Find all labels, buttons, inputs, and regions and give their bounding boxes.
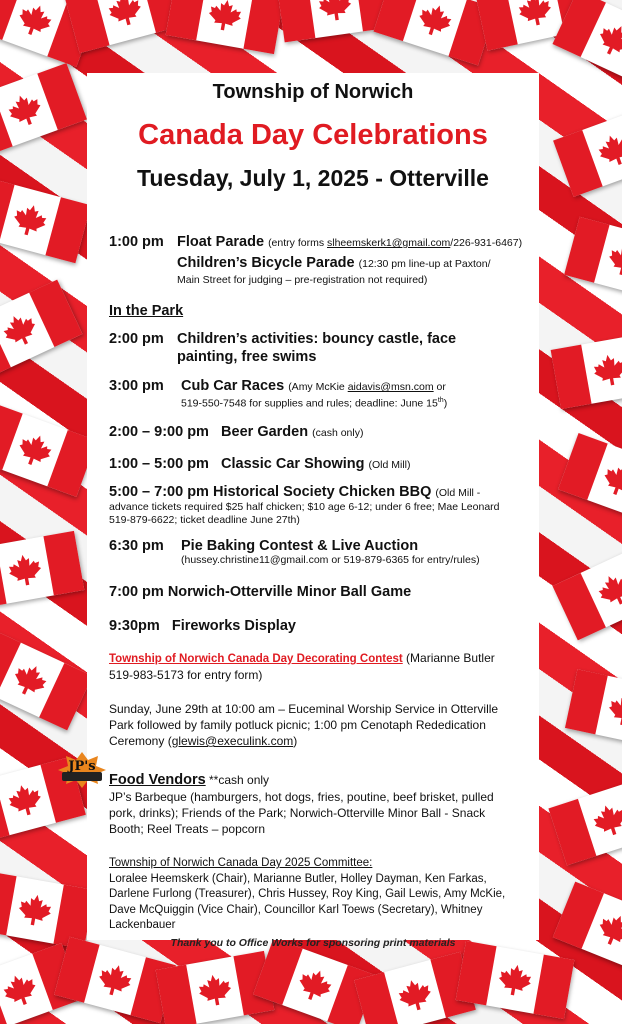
event-title: Cub Car Races (Amy McKie aidavis@msn.com or: [181, 378, 446, 394]
canada-flag-icon: [0, 531, 84, 609]
contest-contact: 519-983-5173 for entry form): [109, 668, 263, 682]
event-chicken-bbq: 5:00 – 7:00 pm Historical Society Chicken BBQ (Old Mill - advance tickets required $25 half chicken; $10 age 6-12; under 6 free; Mae Leonard 519-879-6622; ticket deadline June 27th): [109, 483, 539, 527]
jps-barbeque-logo: [58, 752, 106, 788]
committee-line: Lackenbauer: [109, 919, 176, 931]
sponsor-thanks: Thank you to Office Works for sponsoring print materials: [170, 937, 456, 949]
event-note: Main Street for judging – pre-registration not required): [177, 274, 428, 286]
cub-car-email-link[interactable]: aidavis@msn.com: [347, 381, 434, 393]
logo-text: JP's: [68, 759, 96, 774]
event-ball-game: 7:00 pm Norwich-Otterville Minor Ball Game: [109, 584, 412, 600]
celebration-title: Canada Day Celebrations: [138, 119, 488, 151]
event-title: Beer Garden: [221, 424, 309, 440]
poster-panel: [87, 73, 539, 949]
parade-email-link[interactable]: slheemskerk1@gmail.com: [327, 237, 451, 249]
committee: [109, 856, 539, 934]
event-note: (hussey.christine11@gmail.com or 519-879-6365 for entry/rules): [181, 554, 480, 566]
worship-service: [109, 701, 539, 749]
vendors-line: pork, drinks); Friends of the Park; Norwich-Otterville Minor Ball - Snack: [109, 806, 486, 820]
event-fireworks: 9:30pm Fireworks Display: [109, 618, 296, 634]
township-title: Township of Norwich: [212, 81, 414, 103]
committee-line: Loralee Heemskerk (Chair), Marianne Butler, Holley Dayman, Ken Farkas,: [109, 872, 487, 885]
event-title: Children’s Bicycle Parade (12:30 pm line-up at Paxton/: [177, 255, 491, 271]
canada-flag-icon: [0, 177, 91, 263]
worship-email-link[interactable]: glewis@execulink.com: [171, 734, 294, 748]
canada-flag-icon: [0, 630, 93, 731]
canada-flag-icon: [0, 280, 83, 381]
worship-line: Ceremony (glewis@execulink.com): [109, 734, 298, 748]
event-note-cont: 519-879-6622; ticket deadline June 27th): [109, 514, 300, 526]
vendors-line: JP’s Barbeque (hamburgers, hot dogs, fries, poutine, beef brisket, pulled: [109, 790, 494, 804]
decorating-contest: Township of Norwich Canada Day Decorating Contest (Marianne Butler 519-983-5173 for entry form): [109, 650, 539, 683]
canada-flag-icon: [166, 0, 285, 54]
event-time: 2:00 pm: [109, 331, 164, 347]
canada-flag-icon: [552, 540, 622, 641]
event-pie-baking: [109, 537, 539, 566]
event-cub-car-races: [109, 377, 539, 410]
event-title: Children’s activities: bouncy castle, face: [177, 331, 457, 347]
event-time: 1:00 – 5:00 pm: [109, 456, 209, 472]
event-note: 519-550-7548 for supplies and rules; deadline: June 15th): [181, 397, 448, 410]
event-childrens-activities: [109, 330, 539, 365]
canada-flag-icon: [558, 433, 622, 527]
event-title: Classic Car Showing: [221, 456, 365, 472]
event-title: Pie Baking Contest & Live Auction: [181, 538, 419, 554]
canada-flag-icon: [0, 403, 97, 497]
event-title: 5:00 – 7:00 pm Historical Society Chicken BBQ: [109, 484, 432, 500]
event-time: 2:00 – 9:00 pm: [109, 424, 209, 440]
park-heading: In the Park: [109, 303, 184, 319]
worship-line: Sunday, June 29th at 10:00 am – Euceminal Worship Service in Otterville: [109, 702, 499, 716]
committee-line: Darlene Furlong (Treasurer), Chris Hussey, Roy King, Gail Lewis, Amy McKie,: [109, 888, 506, 900]
event-time: 1:00 pm: [109, 234, 164, 250]
canada-flag-icon: [0, 63, 87, 157]
event-time: 3:00 pm: [109, 378, 164, 394]
event-classic-car: 1:00 – 5:00 pm Classic Car Showing (Old Mill): [109, 456, 411, 472]
event-title-cont: painting, free swims: [177, 349, 317, 365]
event-float-parade: [109, 233, 539, 251]
canada-flag-icon: [565, 669, 622, 751]
event-time: 6:30 pm: [109, 538, 164, 554]
canada-flag-icon: [548, 774, 622, 865]
vendors-heading: Food Vendors: [109, 772, 206, 788]
event-title: Float Parade (entry forms slheemskerk1@gmail.com/226-931-6467): [177, 234, 523, 250]
contest-link[interactable]: Township of Norwich Canada Day Decorating Contest: [109, 653, 403, 665]
worship-line: Park followed by family potluck picnic; 1:00 pm Cenotaph Rededication: [109, 718, 486, 732]
canada-flag-icon: [0, 871, 94, 949]
event-beer-garden: 2:00 – 9:00 pm Beer Garden (cash only): [109, 424, 364, 440]
date-location: Tuesday, July 1, 2025 - Otterville: [137, 165, 489, 191]
committee-heading: Township of Norwich Canada Day 2025 Committee:: [109, 857, 373, 869]
food-vendors: Food Vendors **cash only JP’s Barbeque (hamburgers, hot dogs, fries, poutine, beef brisket, pulled pork, drinks); Friends of the Park; Norwich-Otterville Minor Ball - Snack Booth; Reel Treats – popcorn: [109, 771, 539, 837]
canada-flag-icon: [551, 331, 622, 409]
vendors-line: Booth; Reel Treats – popcorn: [109, 822, 266, 836]
canada-flag-icon: [553, 103, 622, 197]
canada-flag-icon: [564, 217, 622, 303]
event-note: advance tickets required $25 half chicken; $10 age 6-12; under 6 free; Mae Leonard: [109, 501, 500, 513]
committee-line: Dave McQuiggin (Vice Chair), Councillor Karl Toews (Secretary), Whitney: [109, 903, 483, 916]
